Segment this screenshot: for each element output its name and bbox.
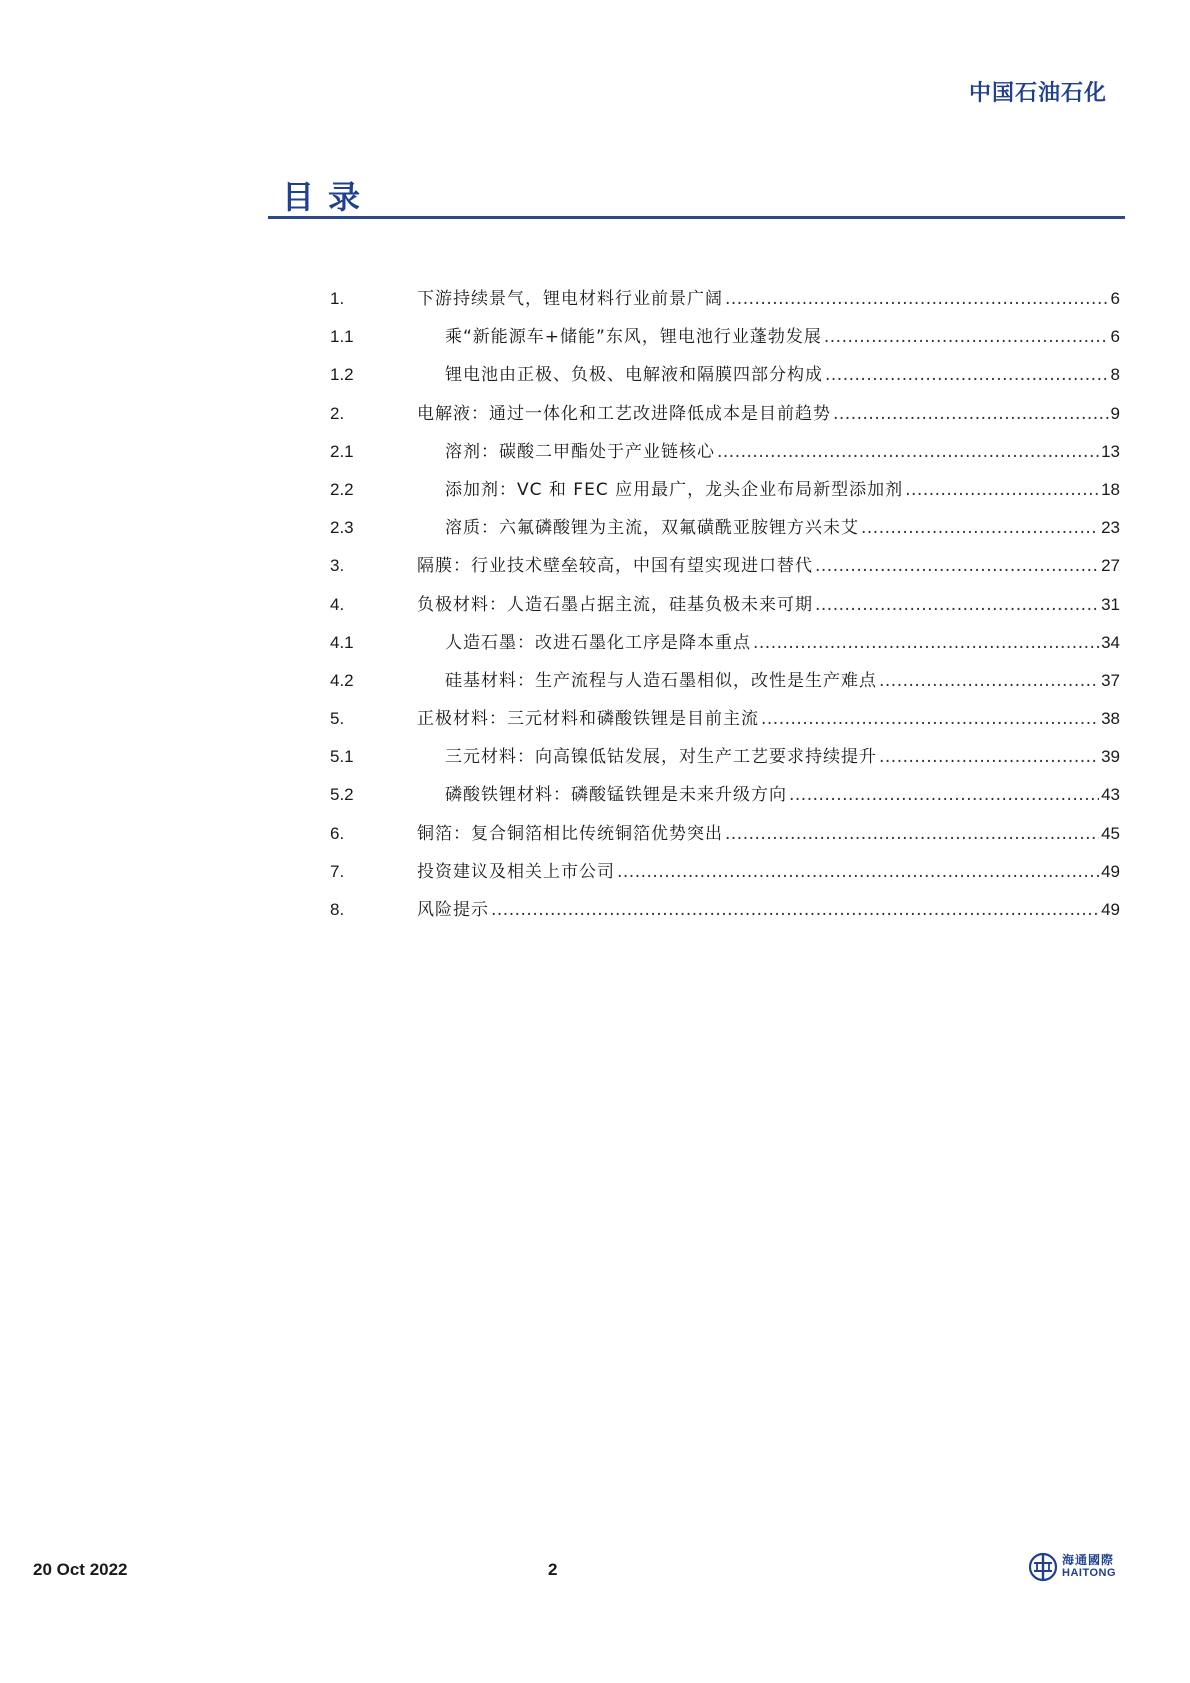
toc-entry-page: 37 <box>1101 670 1120 690</box>
logo-chinese-name: 海通國際 <box>1062 1553 1115 1567</box>
toc-entry[interactable] <box>330 509 1120 547</box>
toc-entry[interactable] <box>330 471 1120 509</box>
toc-entry-number: 5.1 <box>330 747 354 767</box>
toc-entry-page: 34 <box>1101 632 1120 652</box>
toc-entry-number: 5. <box>330 709 345 729</box>
toc-leader-dots <box>717 433 1099 471</box>
toc-entry[interactable] <box>330 547 1120 585</box>
toc-leader-dots <box>815 547 1099 585</box>
toc-entry-number: 2. <box>330 403 345 423</box>
toc-leader-dots <box>617 853 1099 891</box>
toc-list <box>330 280 1120 929</box>
toc-entry-title[interactable]: 硅基材料：生产流程与人造石墨相似，改性是生产难点 <box>445 670 877 691</box>
toc-entry-title[interactable]: 磷酸铁锂材料：磷酸锰铁锂是未来升级方向 <box>445 785 787 806</box>
toc-entry-page: 6 <box>1110 327 1120 347</box>
toc-entry[interactable] <box>330 738 1120 776</box>
toc-entry[interactable] <box>330 318 1120 356</box>
report-category-title: 中国石油石化 <box>968 81 1107 106</box>
toc-entry-title[interactable]: 电解液：通过一体化和工艺改进降低成本是目前趋势 <box>417 403 831 424</box>
toc-entry-number: 6. <box>330 823 345 843</box>
toc-entry-page: 45 <box>1101 823 1120 843</box>
toc-entry-title[interactable]: 添加剂：VC 和 FEC 应用最广，龙头企业布局新型添加剂 <box>445 479 904 500</box>
toc-leader-dots <box>761 700 1099 738</box>
toc-entry[interactable] <box>330 356 1120 394</box>
toc-leader-dots <box>753 624 1099 662</box>
toc-leader-dots <box>879 738 1099 776</box>
toc-entry-number: 7. <box>330 861 345 881</box>
toc-entry-title[interactable]: 铜箔：复合铜箔相比传统铜箔优势突出 <box>417 823 723 844</box>
report-date: 20 Oct 2022 <box>33 1560 128 1579</box>
toc-entry-page: 27 <box>1101 556 1120 576</box>
toc-leader-dots <box>725 280 1109 318</box>
haitong-logo <box>1028 1552 1116 1582</box>
toc-entry[interactable] <box>330 853 1120 891</box>
toc-entry-number: 3. <box>330 556 345 576</box>
toc-entry-title[interactable]: 风险提示 <box>417 900 489 920</box>
toc-entry[interactable] <box>330 815 1120 853</box>
toc-entry[interactable] <box>330 891 1120 929</box>
toc-leader-dots <box>815 586 1099 624</box>
toc-entry-page: 49 <box>1101 900 1120 919</box>
toc-entry-title[interactable]: 投资建议及相关上市公司 <box>417 861 615 882</box>
toc-entry[interactable] <box>330 433 1120 471</box>
toc-entry[interactable] <box>330 662 1120 700</box>
toc-entry[interactable] <box>330 586 1120 624</box>
toc-entry[interactable] <box>330 280 1120 318</box>
toc-leader-dots <box>861 509 1099 547</box>
toc-entry-page: 43 <box>1101 785 1120 805</box>
toc-entry[interactable] <box>330 624 1120 662</box>
toc-leader-dots <box>833 395 1109 433</box>
toc-leader-dots <box>824 318 1109 356</box>
toc-leader-dots <box>879 662 1099 700</box>
toc-entry-number: 5.2 <box>330 785 354 805</box>
toc-entry[interactable] <box>330 776 1120 814</box>
toc-entry-title[interactable]: 溶质：六氟磷酸锂为主流，双氟磺酰亚胺锂方兴未艾 <box>445 518 859 539</box>
toc-entry-number: 2.1 <box>330 441 354 461</box>
toc-entry-page: 6 <box>1110 289 1120 308</box>
toc-leader-dots <box>825 356 1109 394</box>
toc-entry-title[interactable]: 溶剂：碳酸二甲酯处于产业链核心 <box>445 441 715 462</box>
toc-entry-page: 9 <box>1110 403 1120 423</box>
toc-leader-dots <box>789 776 1099 814</box>
toc-entry-title[interactable]: 三元材料：向高镍低钴发展，对生产工艺要求持续提升 <box>445 747 877 768</box>
toc-leader-dots <box>491 891 1099 929</box>
toc-entry[interactable] <box>330 395 1120 433</box>
toc-entry-title[interactable]: 人造石墨：改进石墨化工序是降本重点 <box>445 632 751 653</box>
logo-english-name: HAITONG <box>1062 1567 1117 1579</box>
haitong-emblem-icon <box>1028 1552 1058 1582</box>
toc-entry-page: 18 <box>1101 479 1120 499</box>
toc-divider <box>268 216 1125 219</box>
toc-entry-number: 1. <box>330 289 345 308</box>
toc-entry-number: 4. <box>330 594 345 614</box>
toc-entry-page: 23 <box>1101 518 1120 538</box>
toc-entry[interactable] <box>330 700 1120 738</box>
toc-entry-page: 39 <box>1101 747 1120 767</box>
toc-entry-number: 1.2 <box>330 365 354 385</box>
toc-entry-number: 8. <box>330 900 345 919</box>
toc-entry-page: 13 <box>1101 441 1120 461</box>
toc-entry-number: 2.3 <box>330 518 354 538</box>
toc-entry-title[interactable]: 乘“新能源车+储能”东风，锂电池行业蓬勃发展 <box>445 327 822 348</box>
toc-entry-title[interactable]: 正极材料：三元材料和磷酸铁锂是目前主流 <box>417 709 759 730</box>
toc-entry-page: 31 <box>1101 594 1120 614</box>
toc-entry-title[interactable]: 锂电池由正极、负极、电解液和隔膜四部分构成 <box>445 365 823 386</box>
toc-heading: 目录 <box>282 178 375 216</box>
toc-entry-title[interactable]: 负极材料：人造石墨占据主流，硅基负极未来可期 <box>417 594 813 615</box>
toc-entry-title[interactable]: 隔膜：行业技术壁垒较高，中国有望实现进口替代 <box>417 556 813 577</box>
toc-entry-number: 4.1 <box>330 632 354 652</box>
page-number: 2 <box>548 1560 558 1579</box>
toc-entry-page: 38 <box>1101 709 1120 729</box>
toc-leader-dots <box>725 815 1099 853</box>
toc-entry-number: 2.2 <box>330 479 354 499</box>
toc-entry-number: 1.1 <box>330 327 354 347</box>
toc-entry-page: 49 <box>1101 861 1120 881</box>
toc-entry-title[interactable]: 下游持续景气，锂电材料行业前景广阔 <box>417 289 723 309</box>
toc-entry-page: 8 <box>1110 365 1120 385</box>
toc-leader-dots <box>905 471 1099 509</box>
toc-entry-number: 4.2 <box>330 670 354 690</box>
